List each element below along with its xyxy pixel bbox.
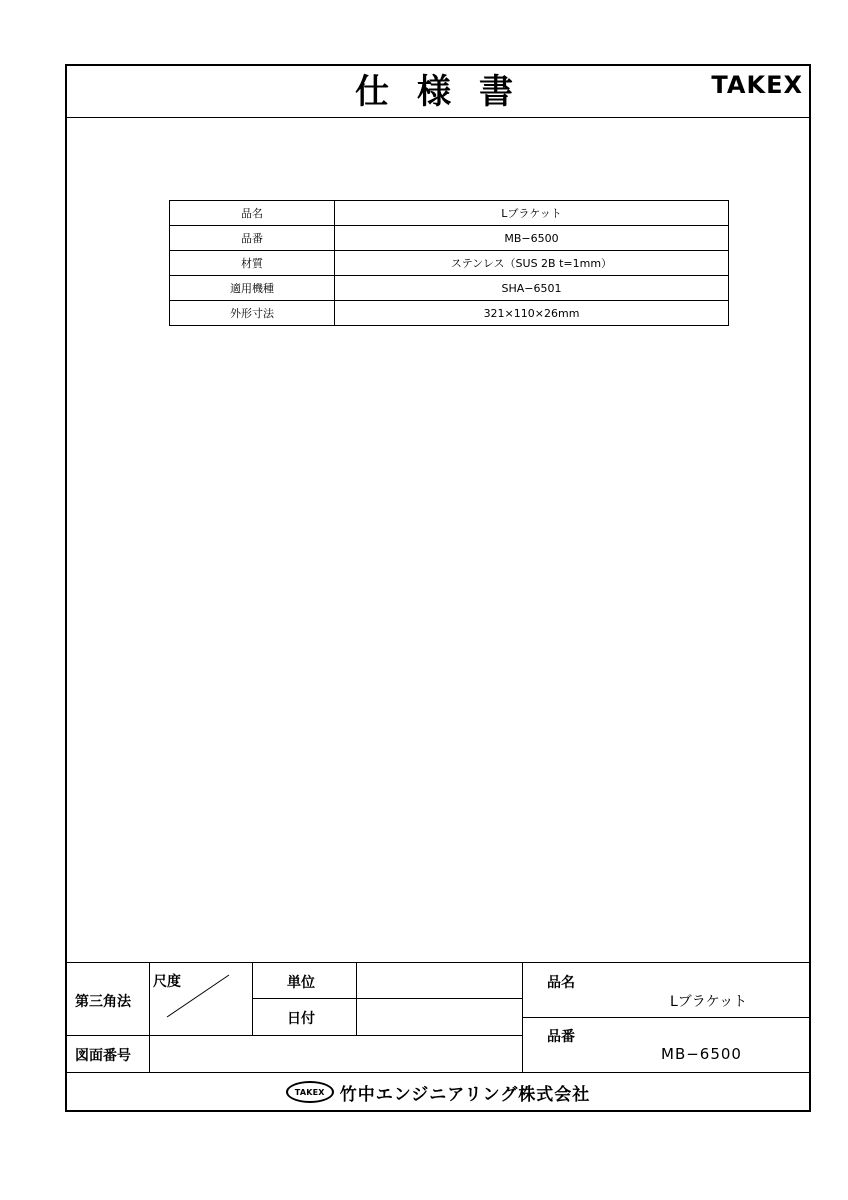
document-title: 仕様書 bbox=[355, 72, 541, 112]
company-name: 竹中エンジニアリング株式会社 bbox=[339, 1084, 591, 1105]
table-row bbox=[170, 301, 729, 326]
company-banner bbox=[67, 1073, 809, 1111]
spec-label: 品名 bbox=[170, 201, 335, 226]
spec-value: ステンレス（SUS 2B t=1mm） bbox=[335, 251, 729, 276]
spec-label: 品番 bbox=[170, 226, 335, 251]
title-block bbox=[67, 962, 809, 1110]
spec-value: Lブラケット bbox=[335, 201, 729, 226]
divider bbox=[522, 1017, 809, 1018]
projection-label: 第三角法 bbox=[75, 994, 131, 1010]
divider bbox=[149, 963, 150, 1073]
header bbox=[67, 66, 809, 118]
date-label: 日付 bbox=[287, 1011, 315, 1027]
spec-label: 外形寸法 bbox=[170, 301, 335, 326]
spec-value: 321×110×26mm bbox=[335, 301, 729, 326]
table-row bbox=[170, 276, 729, 301]
table-row bbox=[170, 201, 729, 226]
divider bbox=[522, 963, 523, 1073]
spec-value: SHA−6501 bbox=[335, 276, 729, 301]
divider bbox=[252, 963, 253, 1035]
document-frame bbox=[65, 64, 811, 1112]
drawing-number-label: 図面番号 bbox=[75, 1048, 131, 1064]
spec-value: MB−6500 bbox=[335, 226, 729, 251]
divider bbox=[356, 963, 357, 1035]
divider bbox=[149, 1035, 522, 1036]
spec-label: 適用機種 bbox=[170, 276, 335, 301]
product-number-value: MB−6500 bbox=[661, 1045, 742, 1063]
product-name-value: Lブラケット bbox=[670, 994, 748, 1010]
takex-logo-icon: TAKEX bbox=[286, 1081, 334, 1103]
divider bbox=[252, 998, 522, 999]
table-row bbox=[170, 251, 729, 276]
divider bbox=[67, 1035, 149, 1036]
product-name-label: 品名 bbox=[547, 975, 575, 991]
brand-logo: TAKEX bbox=[711, 71, 803, 99]
table-row bbox=[170, 226, 729, 251]
spec-table bbox=[169, 200, 729, 326]
scale-label: 尺度 bbox=[153, 974, 181, 990]
unit-label: 単位 bbox=[287, 975, 315, 991]
spec-label: 材質 bbox=[170, 251, 335, 276]
product-number-label: 品番 bbox=[547, 1029, 575, 1045]
